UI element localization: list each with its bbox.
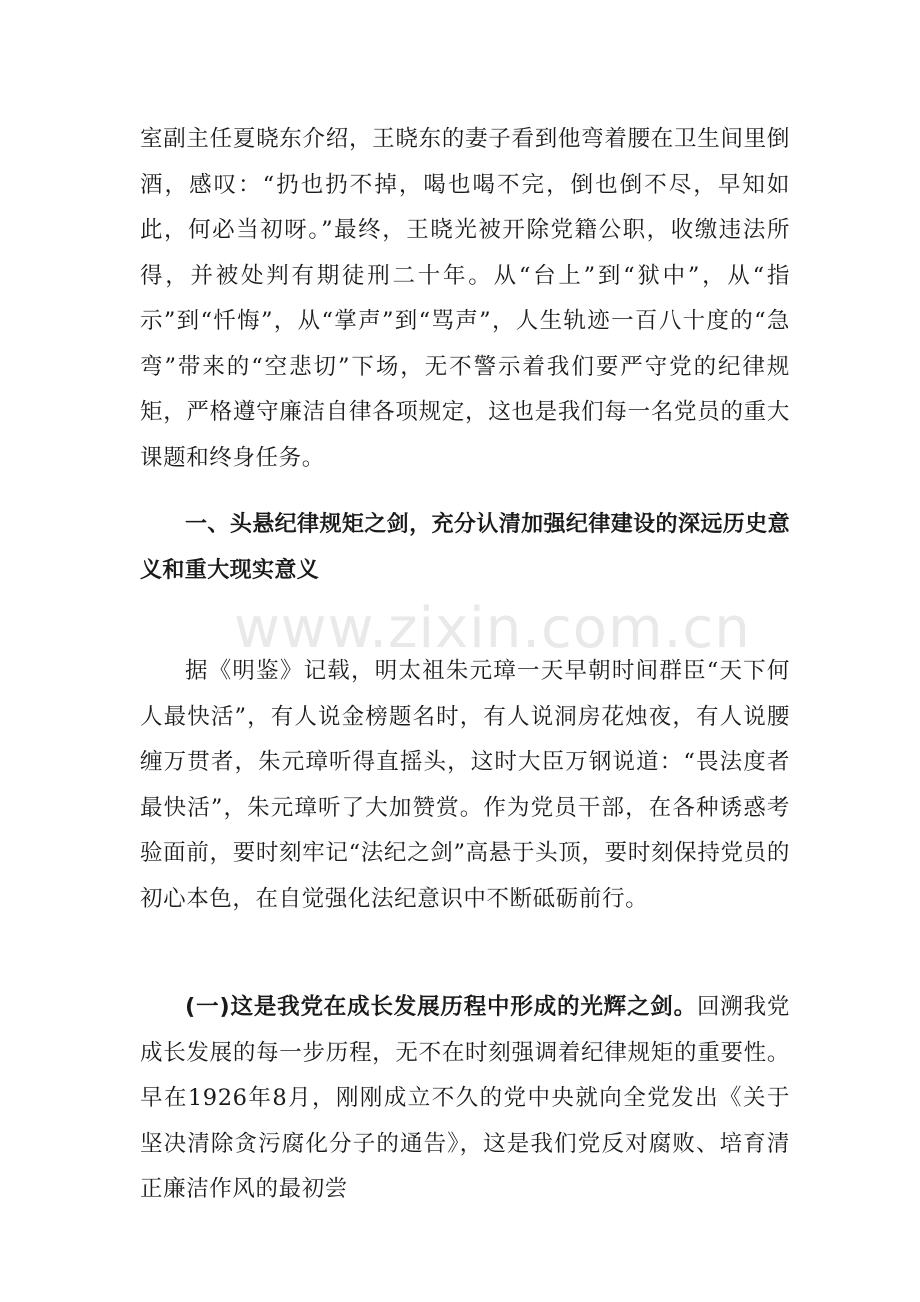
watermark: www.zixin.com.cn: [234, 596, 751, 661]
paragraph-mingjian: 据《明鉴》记载，明太祖朱元璋一天早朝时间群臣“天下何人最快活”，有人说金榜题名时，有人说洞房花烛夜，有人说腰缠万贯者，朱元璋听得直摇头，这时大臣万钢说道：“畏法度者最快活”，朱元璋听了大加赞赏。作为党员干部，在各种诱惑考验面前，要时刻牢记“法纪之剑”高悬于头顶，要时刻保持党员的初心本色，在自觉强化法纪意识中不断砥砺前行。: [140, 658, 790, 912]
subsection-body-1: 回溯我党成长发展的每一步历程，无不在时刻强调着纪律规矩的重要性。早在1926年8月，刚刚成立不久的党中央就向全党发出《关于坚决清除贪污腐化分子的通告》，这是我们党反对腐败、培育清正廉洁作风的最初尝: [140, 994, 790, 1202]
paragraph-subsection-1: [140, 985, 790, 1213]
subsection-heading-1: (一)这是我党在成长发展历程中形成的光辉之剑。: [185, 994, 697, 1020]
section-heading-1: 一、头悬纪律规矩之剑，充分认清加强纪律建设的深远历史意义和重大现实意义: [140, 512, 790, 583]
paragraph-intro: 室副主任夏晓东介绍，王晓东的妻子看到他弯着腰在卫生间里倒酒，感叹：“扔也扔不掉，喝也喝不完，倒也倒不尽，早知如此，何必当初呀。”最终，王晓光被开除党籍公职，收缴违法所得，并被处判有期徒刑二十年。从“台上”到“狱中”，从“指示”到“忏悔”，从“掌声”到“骂声”，人生轨迹一百八十度的“急弯”带来的“空悲切”下场，无不警示着我们要严守党的纪律规矩，严格遵守廉洁自律各项规定，这也是我们每一名党员的重大课题和终身任务。: [140, 126, 790, 471]
